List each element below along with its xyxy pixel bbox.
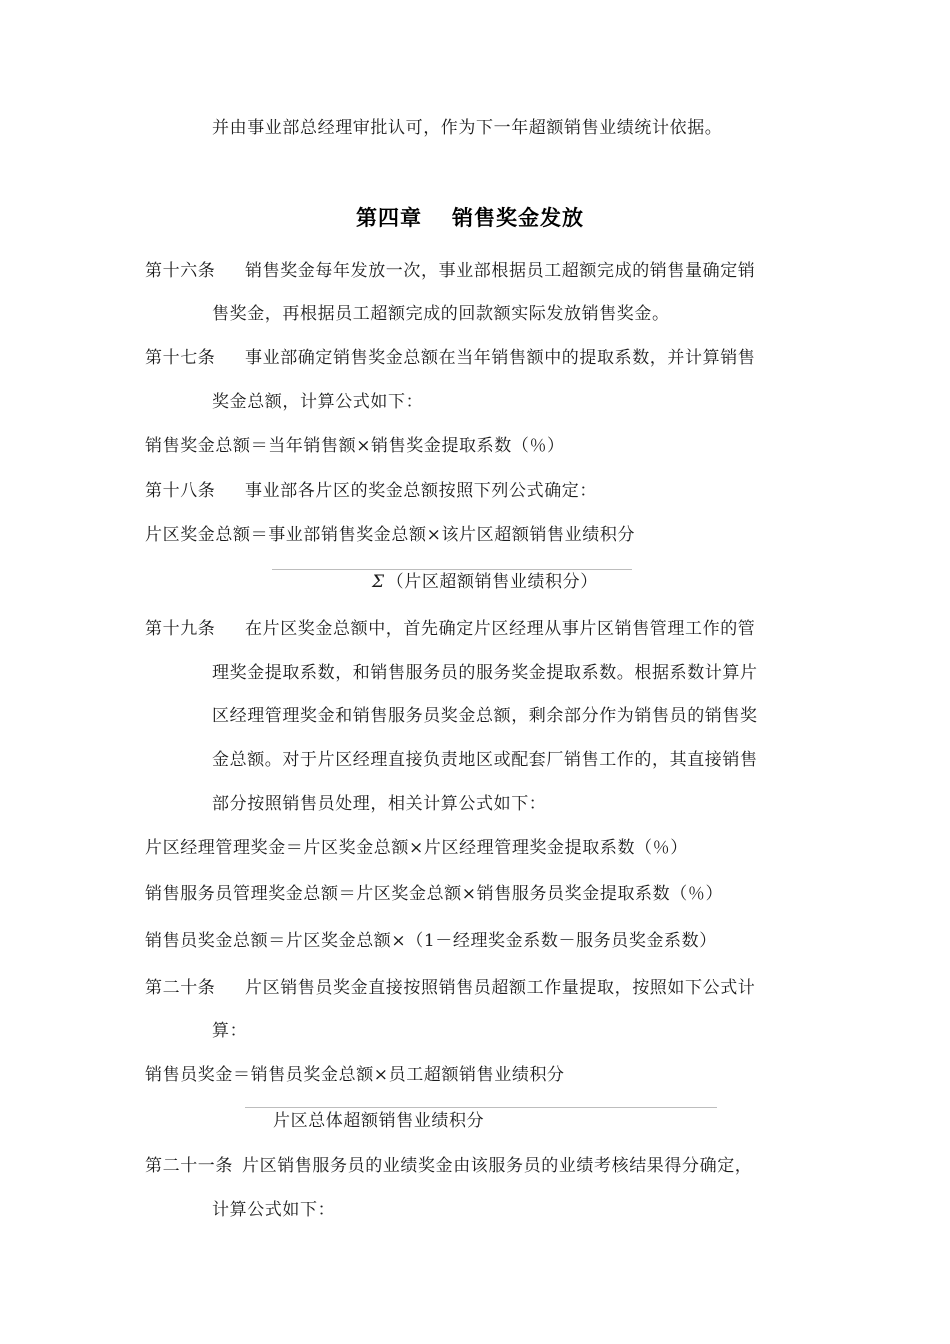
article-19-text-1: 在片区奖金总额中，首先确定片区经理从事片区销售管理工作的管	[245, 619, 756, 639]
formula-manager-bonus: 片区经理管理奖金＝片区奖金总额×片区经理管理奖金提取系数（％）	[145, 838, 688, 858]
article-19-line-1	[145, 618, 755, 640]
formula-service-bonus: 销售服务员管理奖金总额＝片区奖金总额×销售服务员奖金提取系数（％）	[145, 884, 724, 904]
sigma-symbol: Σ	[372, 572, 385, 592]
article-18-label: 第十八条	[145, 481, 216, 501]
formula-total-bonus: 销售奖金总额＝当年销售额×销售奖金提取系数（％）	[145, 436, 565, 456]
article-20-line-1	[145, 977, 755, 999]
formula-region-numerator: 片区奖金总额＝事业部销售奖金总额×该片区超额销售业绩积分	[145, 525, 636, 545]
chapter-title: 销售奖金发放	[452, 205, 584, 230]
formula-region-denominator-text: （片区超额销售业绩积分）	[386, 572, 598, 592]
article-16-line-1	[145, 260, 755, 282]
article-17-line-1	[145, 347, 755, 369]
article-21-text-1: 片区销售服务员的业绩奖金由该服务员的业绩考核结果得分确定，	[242, 1156, 753, 1176]
article-16-text-1: 销售奖金每年发放一次，事业部根据员工超额完成的销售量确定销	[245, 261, 756, 281]
formula-sales-numerator: 销售员奖金＝销售员奖金总额×员工超额销售业绩积分	[145, 1065, 565, 1085]
formula-sales-total: 销售员奖金总额＝片区奖金总额×（1－经理奖金系数－服务员奖金系数）	[145, 931, 717, 951]
article-21-line-1	[145, 1155, 752, 1177]
article-20-text-1: 片区销售员奖金直接按照销售员超额工作量提取，按照如下公式计	[245, 978, 756, 998]
intro-line: 并由事业部总经理审批认可，作为下一年超额销售业绩统计依据。	[212, 118, 723, 138]
article-17-label: 第十七条	[145, 348, 216, 368]
formula-region-denominator	[372, 571, 598, 593]
article-19-line-4: 金总额。对于片区经理直接负责地区或配套厂销售工作的，其直接销售	[212, 750, 758, 770]
article-21-label: 第二十一条	[145, 1156, 233, 1176]
chapter-heading	[356, 205, 584, 231]
formula-sales-fraction-rule	[245, 1107, 717, 1108]
article-19-line-3: 区经理管理奖金和销售服务员奖金总额，剩余部分作为销售员的销售奖	[212, 706, 758, 726]
article-19-line-2: 理奖金提取系数，和销售服务员的服务奖金提取系数。根据系数计算片	[212, 663, 758, 683]
article-17-text-1: 事业部确定销售奖金总额在当年销售额中的提取系数，并计算销售	[245, 348, 756, 368]
article-20-line-2: 算：	[212, 1021, 248, 1041]
article-21-line-2: 计算公式如下：	[212, 1200, 336, 1220]
article-19-line-5: 部分按照销售员处理，相关计算公式如下：	[212, 794, 547, 814]
formula-region-fraction-rule	[272, 569, 632, 570]
article-18-text-1: 事业部各片区的奖金总额按照下列公式确定：	[245, 481, 597, 501]
article-16-line-2: 售奖金，再根据员工超额完成的回款额实际发放销售奖金。	[212, 304, 670, 324]
article-17-line-2: 奖金总额，计算公式如下：	[212, 392, 424, 412]
article-16-label: 第十六条	[145, 261, 216, 281]
formula-sales-denominator: 片区总体超额销售业绩积分	[273, 1111, 485, 1131]
chapter-number: 第四章	[356, 205, 422, 230]
article-20-label: 第二十条	[145, 978, 216, 998]
article-19-label: 第十九条	[145, 619, 216, 639]
article-18-line-1	[145, 480, 597, 502]
